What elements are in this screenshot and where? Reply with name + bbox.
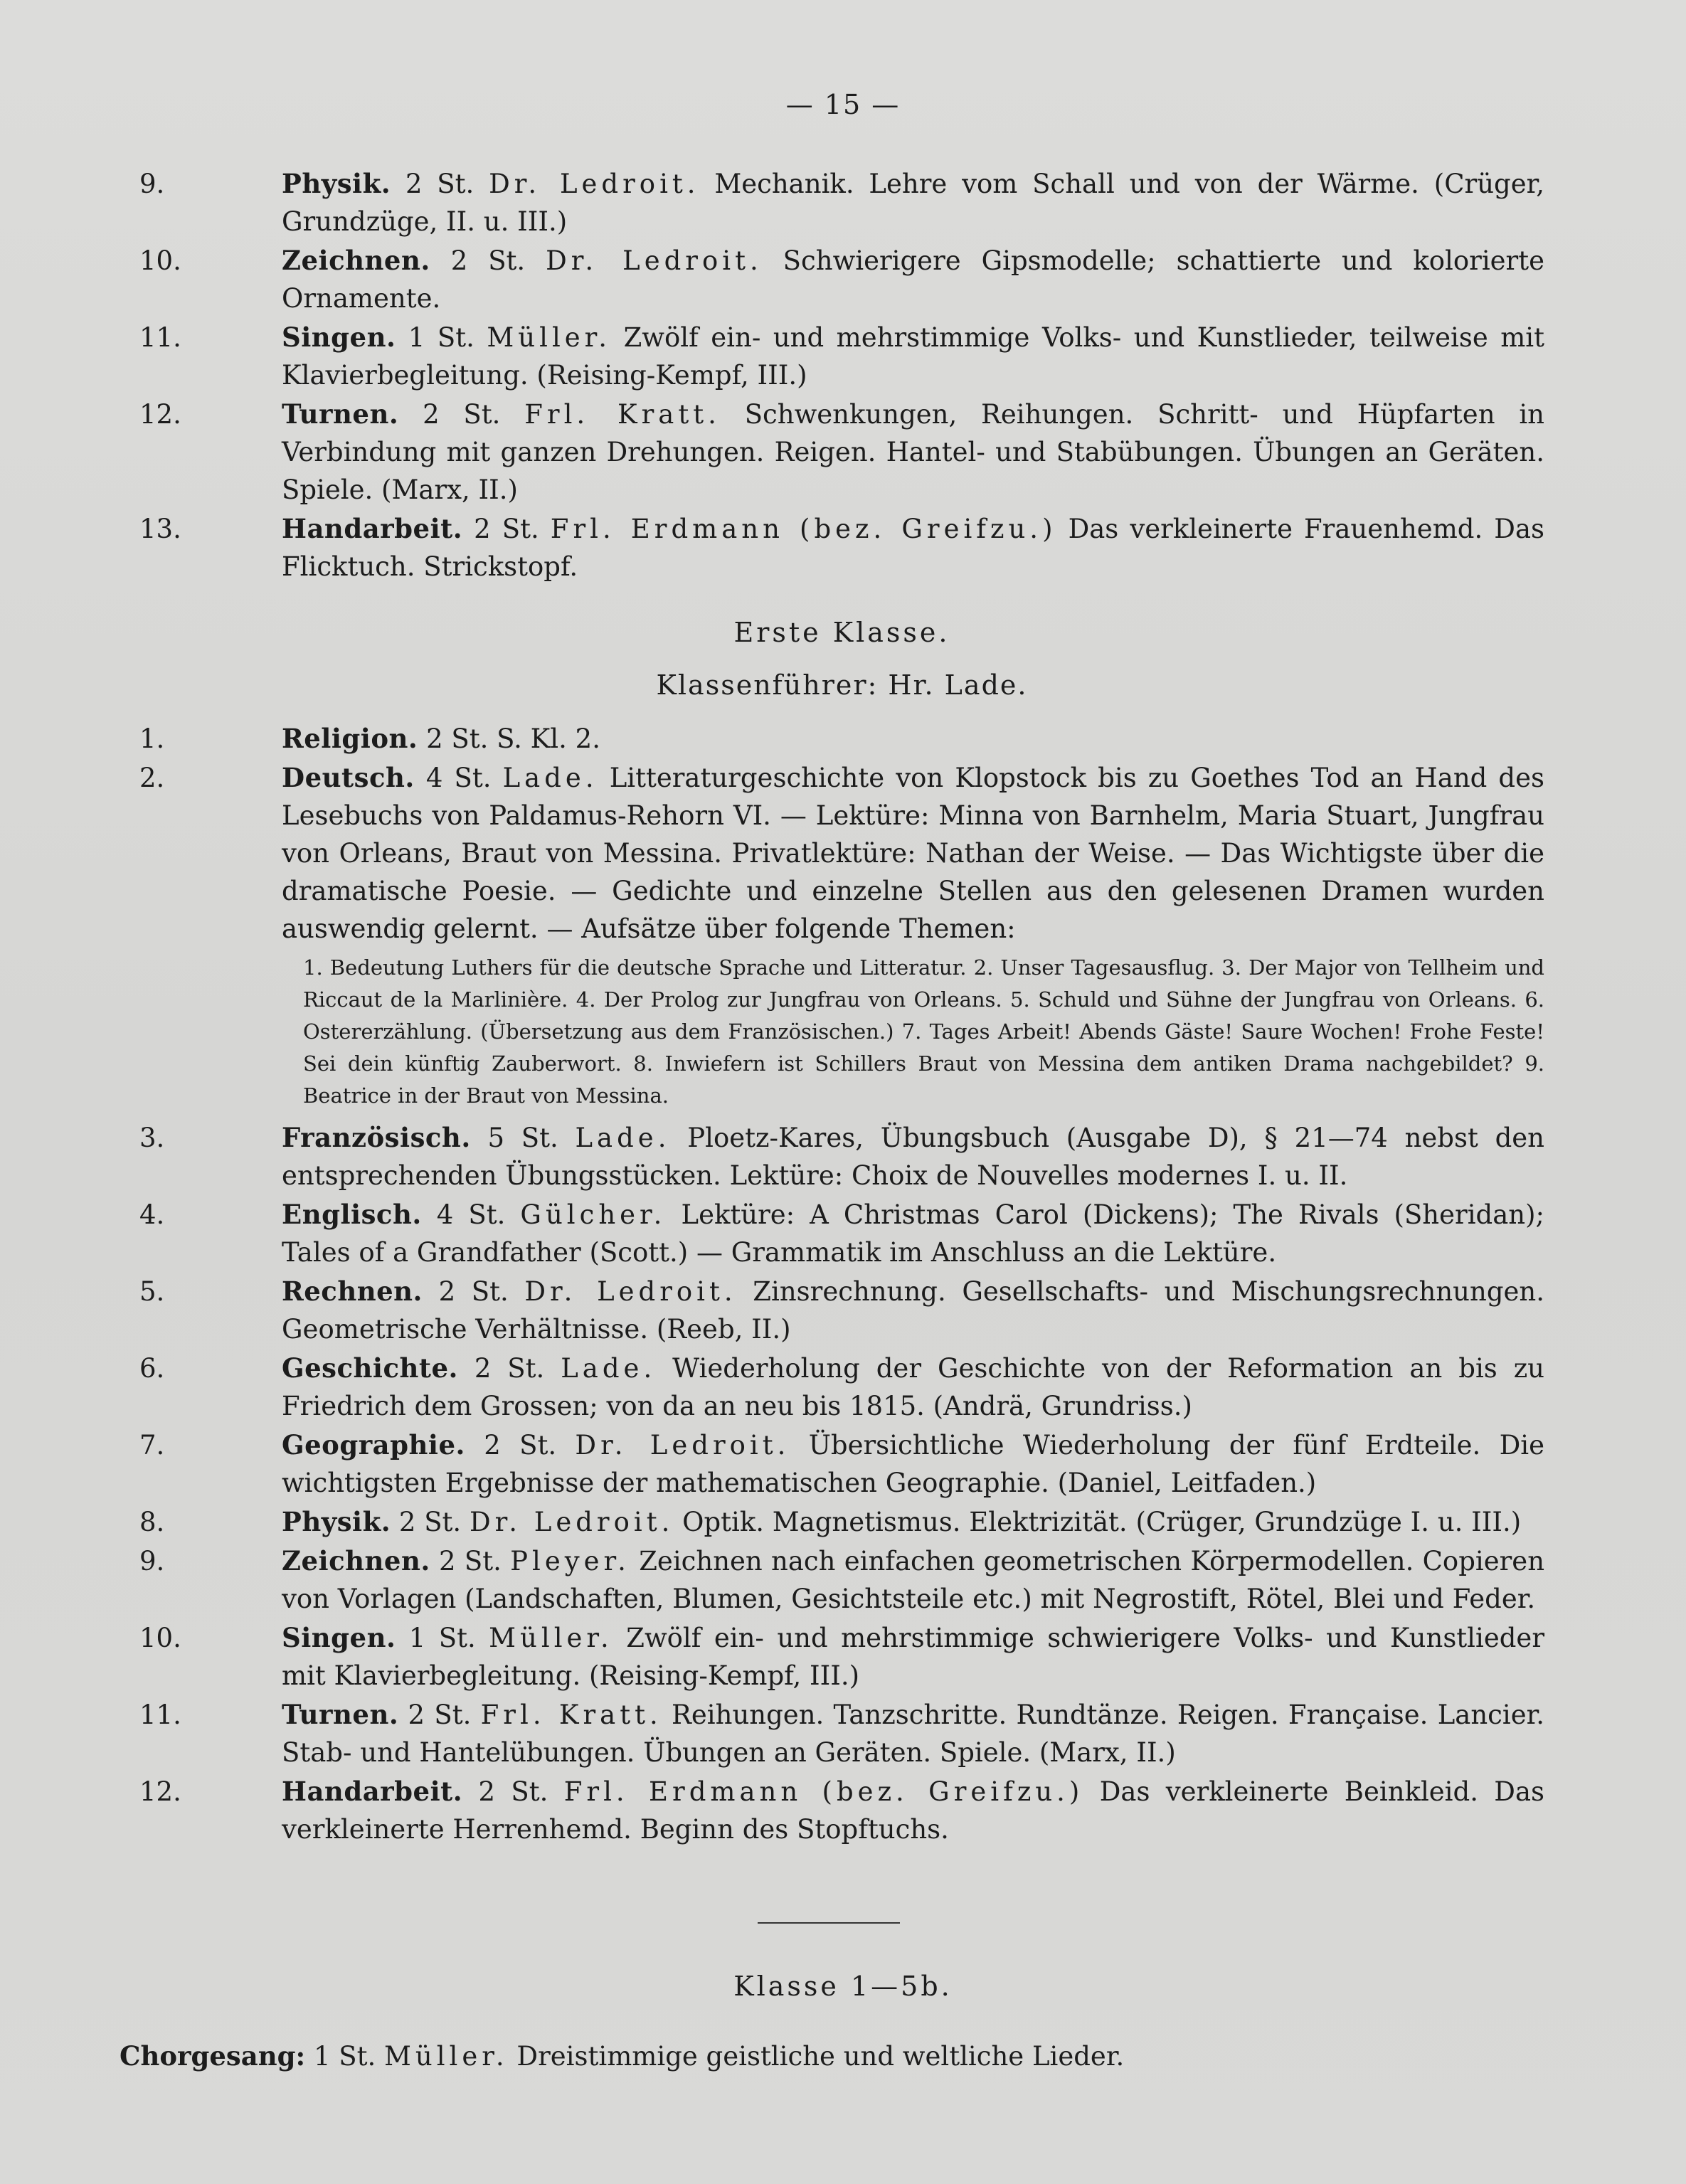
entry-number: 12. — [139, 1776, 181, 1807]
curriculum-entry — [139, 1542, 1544, 1618]
entry-subject: Rechnen. — [282, 1276, 423, 1307]
entry-number: 10. — [139, 1623, 181, 1653]
choir-hours: 1 St. — [313, 2041, 376, 2072]
curriculum-entry — [139, 242, 1544, 317]
entry-teacher: Gülcher. — [520, 1199, 667, 1230]
entry-teacher: Dr. Ledroit. — [575, 1430, 790, 1461]
entry-subject: Geographie. — [282, 1429, 465, 1461]
entry-hours: 2 St. — [474, 514, 539, 544]
entry-teacher: Dr. Ledroit. — [546, 245, 763, 276]
entry-subject: Zeichnen. — [282, 245, 430, 276]
entry-hours: 2 St. — [408, 1700, 472, 1730]
entry-hours: 2 St. — [478, 1776, 548, 1807]
entry-teacher: Dr. Ledroit. — [469, 1507, 674, 1537]
entry-hours: 2 St. — [423, 399, 501, 430]
entry-subject: Französisch. — [282, 1122, 471, 1153]
entry-hours: 2 St. — [474, 1353, 545, 1384]
entry-number: 1. — [139, 723, 165, 754]
section-first-class — [139, 613, 1544, 1850]
curriculum-entry — [139, 396, 1544, 509]
entry-text: Schwenkungen, Reihungen. Schritt- und Hüpfarten in Verbindung mit ganzen Drehungen. Reigen. Hantel- und Stabübungen. Übungen an Geräten. Spiele. (Marx, II.) — [282, 399, 1544, 505]
entry-subject: Religion. — [282, 723, 418, 754]
entry-subject: Deutsch. — [282, 762, 415, 793]
entry-hours: 1 St. — [408, 1623, 476, 1653]
entry-teacher: Frl. Erdmann (bez. Greifzu.) — [563, 1776, 1084, 1807]
entry-subject: Handarbeit. — [282, 513, 463, 544]
choir-subject: Chorgesang: — [120, 2040, 306, 2072]
klasse-range-heading: Klasse 1—5b. — [733, 1971, 953, 2002]
entry-teacher: Lade. — [502, 763, 598, 793]
curriculum-entry — [139, 1350, 1544, 1425]
entry-text: Wiederholung der Geschichte von der Reformation an bis zu Friedrich dem Grossen; von da an neu bis 1815. (Andrä, Grundriss.) — [282, 1353, 1545, 1421]
curriculum-entry — [139, 720, 1544, 758]
entry-number: 8. — [139, 1507, 165, 1537]
choir-text: Dreistimmige geistliche und weltliche Lieder. — [516, 2041, 1125, 2072]
entry-hours: 5 St. — [487, 1123, 558, 1153]
entry-subject: Englisch. — [282, 1199, 422, 1230]
entry-subject: Geschichte. — [282, 1352, 458, 1384]
entry-text: Das verkleinerte Frauenhemd. Das Flicktuch. Strickstopf. — [282, 514, 1544, 582]
curriculum-entry — [139, 759, 1544, 948]
curriculum-entry — [139, 1619, 1544, 1695]
class-leader: Klassenführer: Hr. Lade. — [656, 669, 1028, 701]
entry-hours: 2 St. — [398, 1507, 462, 1537]
entry-number: 11. — [139, 322, 181, 353]
curriculum-entry — [139, 1773, 1544, 1848]
entry-number: 2. — [139, 763, 165, 793]
entry-teacher: Frl. Kratt. — [524, 399, 721, 430]
entry-number: 11. — [139, 1700, 181, 1730]
entry-text: Litteraturgeschichte von Klopstock bis zu Goethes Tod an Hand des Lesebuchs von Paldamus-Rehorn VI. — Lektüre: Minna von Barnhelm, Maria Stuart, Jungfrau von Orleans, Braut von Messina. Privatlektüre: Nathan der Weise. — Das Wichtigste über die dramatische Poesie. — Gedichte und einzelne Stellen aus den gelesenen Dramen wurden auswendig gelernt. — Aufsätze über folgende Themen: — [282, 763, 1545, 944]
page-number: — 15 — — [785, 89, 901, 120]
entry-number: 10. — [139, 245, 181, 276]
entry-subject: Singen. — [282, 1622, 396, 1653]
curriculum-entry — [139, 319, 1544, 394]
entry-subject: Turnen. — [282, 398, 399, 430]
curriculum-entry — [139, 1696, 1544, 1771]
entry-text: Zwölf ein- und mehrstimmige Volks- und Kunstlieder, teilweise mit Klavierbegleitung. (Reising-Kempf, III.) — [282, 322, 1544, 391]
entry-number: 3. — [139, 1123, 165, 1153]
entry-text: Zinsrechnung. Gesellschafts- und Mischungsrechnungen. Geometrische Verhältnisse. (Reeb, II.) — [282, 1276, 1545, 1345]
choir-teacher: Müller. — [383, 2041, 509, 2072]
entry-teacher: Pleyer. — [510, 1546, 630, 1576]
entry-subject: Physik. — [282, 168, 391, 199]
curriculum-entry — [139, 510, 1544, 585]
entry-number: 12. — [139, 399, 181, 430]
entry-hours: 2 St. — [438, 1276, 509, 1307]
section-second-class-continued — [139, 165, 1544, 587]
entry-text: Mechanik. Lehre vom Schall und von der Wärme. (Crüger, Grundzüge, II. u. III.) — [282, 169, 1544, 237]
entry-subject: Turnen. — [282, 1699, 399, 1730]
entry-teacher: Frl. Kratt. — [480, 1700, 662, 1730]
entry-teacher: Müller. — [489, 1623, 613, 1653]
entry-subject: Zeichnen. — [282, 1545, 430, 1576]
entry-number: 5. — [139, 1276, 165, 1307]
entry-text: Das verkleinerte Beinkleid. Das verkleinerte Herrenhemd. Beginn des Stopftuchs. — [282, 1776, 1545, 1845]
entry-text: Schwierigere Gipsmodelle; schattierte und kolorierte Ornamente. — [282, 245, 1545, 314]
curriculum-entry — [139, 1119, 1544, 1194]
entry-teacher: Frl. Erdmann (bez. Greifzu.) — [550, 514, 1057, 544]
entry-number: 9. — [139, 169, 165, 199]
entry-number: 7. — [139, 1430, 165, 1461]
entry-teacher: Lade. — [561, 1353, 657, 1384]
entry-text: Optik. Magnetismus. Elektrizität. (Crüger, Grundzüge I. u. III.) — [682, 1507, 1522, 1537]
entry-text: Zeichnen nach einfachen geometrischen Körpermodellen. Copieren von Vorlagen (Landschaften, Blumen, Gesichtsteile etc.) mit Negrostift, Rötel, Blei und Feder. — [282, 1546, 1545, 1614]
essay-themes: 1. Bedeutung Luthers für die deutsche Sprache und Litteratur. 2. Unser Tagesausflug. 3. Der Major von Tellheim und Riccaut de la Marlinière. 4. Der Prolog zur Jungfrau von Orleans. 5. Schuld und Sühne der Jungfrau von Orleans. 6. Ostererzählung. (Übersetzung aus dem Französischen.) 7. Tages Arbeit! Abends Gäste! Saure Wochen! Frohe Feste! Sei dein künftig Zauberwort. 8. Inwiefern ist Schillers Braut von Messina dem antiken Drama nachgebildet? 9. Beatrice in der Braut von Messina. — [303, 955, 1544, 1108]
entry-hours: 2 St. — [484, 1430, 557, 1461]
choir-entry — [120, 2037, 1124, 2075]
entry-text: Reihungen. Tanzschritte. Rundtänze. Reigen. Française. Lancier. Stab- und Hantelübungen. Übungen an Geräten. Spiele. (Marx, II.) — [282, 1700, 1544, 1768]
entry-hours: 2 St. — [426, 723, 489, 754]
curriculum-entry — [139, 1196, 1544, 1271]
entry-hours: 4 St. — [425, 763, 492, 793]
entry-text: Ploetz-Kares, Übungsbuch (Ausgabe D), § 21—74 nebst den entsprechenden Übungsstücken. Lektüre: Choix de Nouvelles modernes I. u. II. — [282, 1123, 1544, 1191]
entry-number: 4. — [139, 1199, 165, 1230]
curriculum-entry — [139, 1426, 1544, 1502]
entry-text: S. Kl. 2. — [497, 723, 600, 754]
curriculum-entry — [139, 1273, 1544, 1348]
entry-subject: Singen. — [282, 322, 396, 353]
curriculum-entry — [139, 165, 1544, 240]
entry-number: 13. — [139, 514, 181, 544]
section-divider — [758, 1922, 900, 1924]
entry-hours: 2 St. — [439, 1546, 502, 1576]
entry-teacher: Dr. Ledroit. — [489, 169, 700, 199]
entry-number: 6. — [139, 1353, 165, 1384]
entry-text: Lektüre: A Christmas Carol (Dickens); The Rivals (Sheridan); Tales of a Grandfather (Scott.) — Grammatik im Anschluss an die Lektüre. — [282, 1199, 1545, 1268]
class-title: Erste Klasse. — [733, 617, 950, 648]
entry-hours: 1 St. — [408, 322, 474, 353]
curriculum-entry — [139, 1503, 1544, 1541]
entry-text: Zwölf ein- und mehrstimmige schwierigere Volks- und Kunstlieder mit Klavierbegleitung. (Reising-Kempf, III.) — [282, 1623, 1545, 1691]
entry-number: 9. — [139, 1546, 165, 1576]
entry-hours: 4 St. — [436, 1199, 506, 1230]
entry-subject: Handarbeit. — [282, 1776, 463, 1807]
entry-hours: 2 St. — [405, 169, 474, 199]
entry-subject: Physik. — [282, 1506, 391, 1537]
entry-teacher: Lade. — [575, 1123, 671, 1153]
entry-teacher: Müller. — [487, 322, 612, 353]
entry-teacher: Dr. Ledroit. — [524, 1276, 737, 1307]
entry-text: Übersichtliche Wiederholung der fünf Erdteile. Die wichtigsten Ergebnisse der mathematischen Geographie. (Daniel, Leitfaden.) — [282, 1430, 1545, 1498]
entry-hours: 2 St. — [450, 245, 526, 276]
